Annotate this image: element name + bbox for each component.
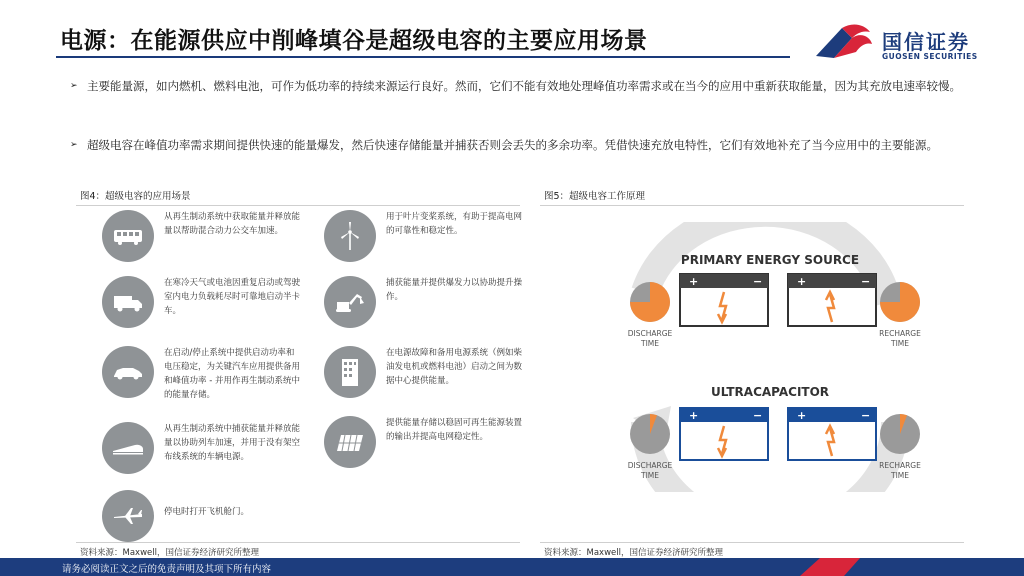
application-text: 用于叶片变桨系统，有助于提高电网的可靠性和稳定性。 (386, 212, 523, 236)
application-item-car (102, 346, 300, 402)
discharge-label-line2: TIME (640, 339, 660, 348)
figure4-source: 资料来源：Maxwell，国信证券经济研究所整理 (80, 548, 259, 558)
application-item-solar (324, 416, 522, 468)
figure5-source: 资料来源：Maxwell，国信证券经济研究所整理 (544, 548, 723, 558)
figure5-label: 图5：超级电容工作原理 (544, 191, 646, 202)
minus-sign: − (753, 409, 763, 422)
building-icon (324, 346, 376, 398)
ultracap-battery-recharge (788, 408, 876, 460)
ultracapacitor-heading: ULTRACAPACITOR (710, 385, 830, 399)
application-item-truck (102, 276, 300, 328)
application-item-excavator (324, 276, 522, 328)
application-text: 从再生制动系统中捕获能量并释放能量以协助列车加速，并用于没有架空布线系统的车辆电源。 (164, 424, 301, 462)
primary-battery-discharge (680, 274, 768, 326)
application-text: 捕获能量并提供爆发力以协助提升操作。 (386, 278, 523, 302)
ultracap-battery-discharge (680, 408, 768, 460)
application-item-bus (102, 210, 300, 262)
logo-chinese-name: 国信证券 (882, 30, 970, 54)
page-title: 电源：在能源供应中削峰填谷是超级电容的主要应用场景 (60, 28, 648, 54)
logo-english-name: GUOSEN SECURITIES (882, 52, 978, 61)
airplane-icon (102, 490, 154, 542)
recharge-label-line1: RECHARGE (879, 461, 921, 470)
application-text: 提供能量存储以稳固可再生能源装置的输出并提高电网稳定性。 (386, 418, 523, 442)
discharge-label-line1: DISCHARGE (627, 329, 673, 338)
figure5-bottom-rule (540, 542, 964, 543)
bullet-arrow-icon: ➢ (70, 140, 78, 150)
plus-sign: + (797, 409, 807, 422)
plus-sign: + (689, 409, 699, 422)
footer-disclaimer: 请务必阅读正文之后的免责声明及其项下所有内容 (62, 564, 272, 575)
truck-icon (102, 276, 154, 328)
figure4-label: 图4：超级电容的应用场景 (80, 191, 191, 202)
recharge-label-line2: TIME (890, 471, 910, 480)
solar-panel-icon (324, 416, 376, 468)
primary-discharge-time-pie (630, 282, 670, 322)
primary-recharge-time-pie (880, 282, 920, 322)
application-text: 停电时打开飞机舱门。 (164, 507, 250, 517)
guosen-logo-icon (812, 20, 878, 66)
bullet-text: 超级电容在峰值功率需求期间提供快速的能量爆发，然后快速存储能量并捕获否则会丢失的多余功率。凭借快速充放电特性，它们有效地补充了当今应用中的主要能源。 (87, 138, 938, 152)
discharge-label-line1: DISCHARGE (627, 461, 673, 470)
ultracap-discharge-time-pie (630, 414, 670, 454)
recharge-label-line2: TIME (890, 339, 910, 348)
bus-icon (102, 210, 154, 262)
ultracap-recharge-time-pie (880, 414, 920, 454)
plus-sign: + (797, 275, 807, 288)
primary-source-heading: PRIMARY ENERGY SOURCE (680, 253, 860, 267)
car-icon (102, 346, 154, 398)
application-item-train (102, 422, 300, 474)
ultracapacitor-diagram (605, 222, 935, 492)
application-text: 在电源故障和备用电源系统（例如柴油发电机或燃料电池）启动之间为数据中心提供能量。 (386, 348, 523, 386)
application-item-wind (324, 210, 522, 262)
application-item-datacenter (324, 346, 522, 398)
bullet-paragraph-1 (70, 74, 975, 98)
figure4-bottom-rule (76, 542, 520, 543)
application-text: 在启动/停止系统中提供启动功率和电压稳定，为关键汽车应用提供备用和峰值功率 - 并用作再生制动系统中的能量存储。 (164, 348, 301, 400)
minus-sign: − (861, 409, 871, 422)
application-text: 从再生制动系统中获取能量并释放能量以帮助混合动力公交车加速。 (164, 212, 301, 236)
application-item-airplane (102, 490, 300, 542)
recharge-label-line1: RECHARGE (879, 329, 921, 338)
bullet-paragraph-2 (70, 133, 975, 157)
excavator-icon (324, 276, 376, 328)
bullet-arrow-icon: ➢ (70, 81, 78, 91)
application-text: 在寒冷天气或电池因重复启动或驾驶室内电力负载耗尽时可靠地启动半卡车。 (164, 278, 301, 316)
figure5-top-rule (540, 205, 964, 206)
bullet-text: 主要能量源，如内燃机、燃料电池，可作为低功率的持续来源运行良好。然而，它们不能有效地处理峰值功率需求或在当今的应用中重新获取能量，因为其充放电速率较慢。 (87, 79, 961, 93)
discharge-label-line2: TIME (640, 471, 660, 480)
title-divider (56, 56, 790, 58)
wind-turbine-icon (324, 210, 376, 262)
footer-accent-stripe (800, 558, 1024, 576)
minus-sign: − (753, 275, 763, 288)
minus-sign: − (861, 275, 871, 288)
train-icon (102, 422, 154, 474)
figure4-top-rule (76, 205, 520, 206)
company-logo (812, 20, 982, 66)
primary-battery-recharge (788, 274, 876, 326)
plus-sign: + (689, 275, 699, 288)
